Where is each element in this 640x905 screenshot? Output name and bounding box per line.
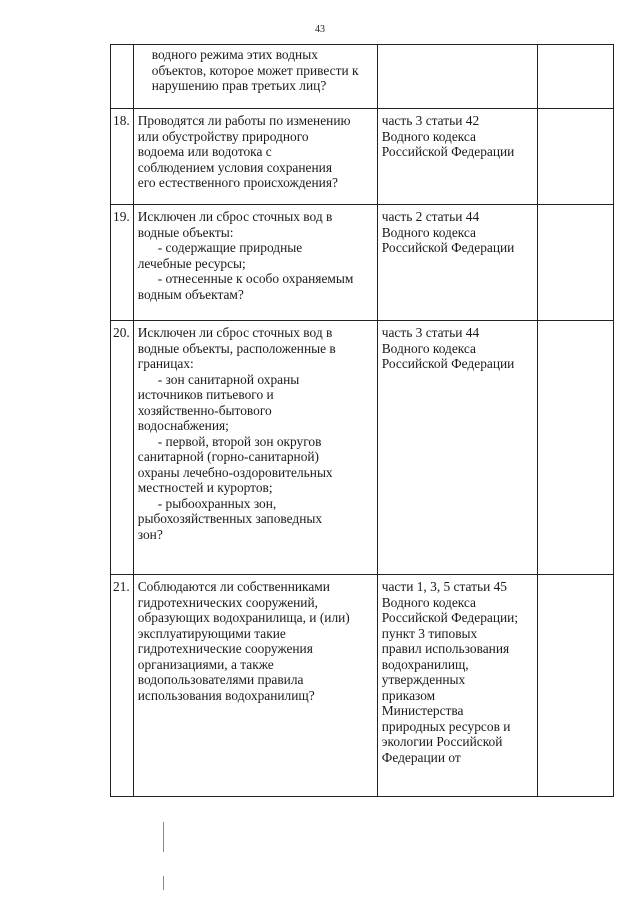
question-line: водоема или водотока с <box>137 144 272 159</box>
question-cell <box>133 45 377 109</box>
question-line: соблюдением условия сохранения <box>137 159 332 175</box>
question-line: Исключен ли сброс сточных вод в <box>137 209 333 224</box>
extra-cell <box>537 575 613 797</box>
row-number-cell <box>111 45 134 109</box>
question-line: водные объекты: <box>137 224 234 240</box>
question-line: местностей и курортов; <box>137 480 273 495</box>
extra-cell <box>537 45 613 109</box>
table-row <box>111 321 614 575</box>
question-line: эксплуатирующими такие <box>137 625 286 641</box>
reference-line: Российской Федерации; <box>381 610 519 625</box>
reference-line: Российской Федерации <box>381 144 515 159</box>
table-row <box>111 575 614 797</box>
reference-line: Водного кодекса <box>381 594 476 610</box>
reference-line: Водного кодекса <box>381 340 476 356</box>
row-number-cell: 21. <box>111 575 134 797</box>
table-row <box>111 109 614 205</box>
question-line: Исключен ли сброс сточных вод в <box>137 325 333 340</box>
question-line: санитарной (горно-санитарной) <box>137 449 320 464</box>
question-line: хозяйственно-бытового <box>137 402 272 418</box>
question-line: нарушению прав третьих лиц? <box>151 78 327 93</box>
row-number-cell: 20. <box>111 321 134 575</box>
reference-line: природных ресурсов и <box>381 718 511 734</box>
reference-line: Российской Федерации <box>381 356 515 371</box>
reference-cell <box>377 575 537 797</box>
reference-line: часть 2 статьи 44 <box>381 209 480 224</box>
reference-cell <box>377 321 537 575</box>
question-line: объектов, которое может привести к <box>151 62 359 78</box>
reference-line: части 1, 3, 5 статьи 45 <box>381 579 507 594</box>
reference-cell <box>377 45 537 109</box>
question-line: лечебные ресурсы; <box>137 255 246 271</box>
reference-line: правил использования <box>381 641 510 656</box>
reference-line: Российской Федерации <box>381 240 515 255</box>
question-line: источников питьевого и <box>137 387 274 402</box>
reference-line: Федерации от <box>381 749 461 765</box>
extra-cell <box>537 205 613 321</box>
reference-line: пункт 3 типовых <box>381 625 478 641</box>
reference-line: экологии Российской <box>381 734 503 749</box>
table-row <box>111 205 614 321</box>
reference-line: Водного кодекса <box>381 224 476 240</box>
question-line: рыбохозяйственных заповедных <box>137 511 323 526</box>
scan-mark <box>163 876 164 890</box>
question-line: гидротехнических сооружений, <box>137 594 318 610</box>
scan-mark <box>163 822 164 852</box>
page-number: 43 <box>315 24 325 35</box>
reference-line: приказом <box>381 687 436 703</box>
question-line: гидротехнические сооружения <box>137 641 313 656</box>
table-row <box>111 45 614 109</box>
question-line: водного режима этих водных <box>151 47 318 62</box>
question-line: водопользователями правила <box>137 672 304 687</box>
reference-cell <box>377 109 537 205</box>
question-line: водные объекты, расположенные в <box>137 340 336 356</box>
question-cell <box>133 575 377 797</box>
extra-cell <box>537 321 613 575</box>
question-line: образующих водохранилища, и (или) <box>137 610 350 625</box>
question-line: зон? <box>137 526 163 542</box>
question-line: охраны лечебно-оздоровительных <box>137 464 333 480</box>
question-cell <box>133 321 377 575</box>
question-line: водоснабжения; <box>137 418 229 433</box>
question-line: границах: <box>137 356 194 371</box>
reference-line: часть 3 статьи 42 <box>381 113 480 128</box>
question-line: - отнесенные к особо охраняемым <box>157 271 354 286</box>
reference-line: Водного кодекса <box>381 128 476 144</box>
question-line: - рыбоохранных зон, <box>157 495 277 511</box>
question-line: организациями, а также <box>137 656 274 672</box>
question-line: - зон санитарной охраны <box>157 371 300 387</box>
reference-line: часть 3 статьи 44 <box>381 325 480 340</box>
question-line: его естественного происхождения? <box>137 175 338 190</box>
row-number-cell: 18. <box>111 109 134 205</box>
reference-line: утвержденных <box>381 672 466 687</box>
reference-line: водохранилищ, <box>381 656 469 672</box>
question-line: - первой, второй зон округов <box>157 433 322 449</box>
reference-line: Министерства <box>381 703 464 718</box>
reference-cell <box>377 205 537 321</box>
question-line: водным объектам? <box>137 286 244 302</box>
question-line: или обустройству природного <box>137 128 309 144</box>
question-line: использования водохранилищ? <box>137 687 315 703</box>
extra-cell <box>537 109 613 205</box>
question-line: - содержащие природные <box>157 240 303 255</box>
question-cell <box>133 205 377 321</box>
row-number-cell: 19. <box>111 205 134 321</box>
checklist-table <box>110 44 614 797</box>
question-line: Соблюдаются ли собственниками <box>137 579 330 594</box>
question-cell <box>133 109 377 205</box>
question-line: Проводятся ли работы по изменению <box>137 113 351 128</box>
